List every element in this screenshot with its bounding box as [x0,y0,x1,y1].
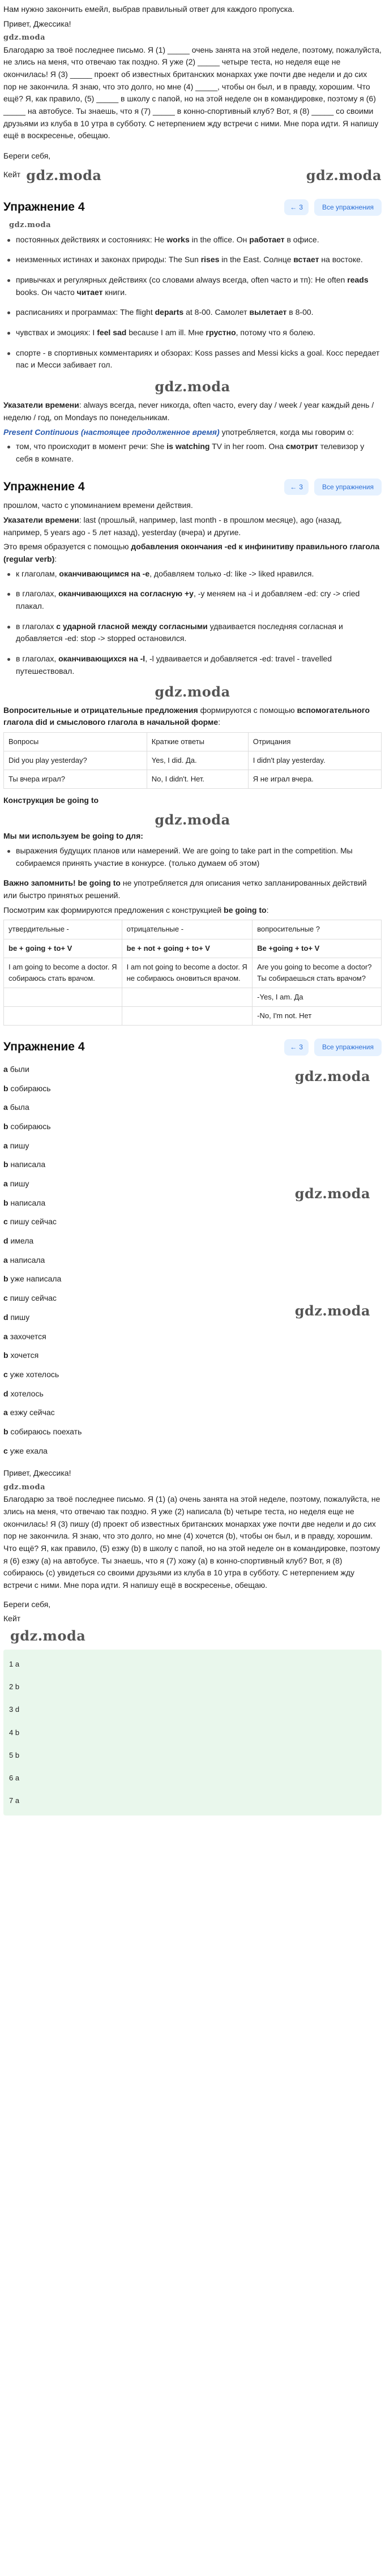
table-cell [122,988,253,1007]
prev-exercise-button[interactable] [284,199,309,216]
option-item: с уже ехала [3,1446,48,1455]
table-row [4,939,382,958]
answer-item: 6 a [9,1773,20,1782]
exercise-section-present [3,198,382,465]
arrow-left-icon: ← [290,482,297,491]
option-item: а была [3,1103,29,1112]
option-item: d имела [3,1236,34,1246]
table-cell: I didn't play yesterday. [248,751,381,770]
letter-closing: Береги себя, [3,151,51,161]
watermark: gdz.moda [306,166,382,183]
exercise-title: Упражнение 4 [3,480,85,493]
exercise-nav [284,1039,382,1056]
list-item: спорте - в спортивных комментариях и обзорах: Koss passes and Messi kicks a goal. Косс передает пас и Месси забивает гол. [3,347,382,371]
table-row [4,920,382,939]
options-list [3,1063,82,1464]
answer-item: 7 a [9,1796,20,1805]
watermark-column [295,1060,382,1322]
time-markers: Указатели времени: last (прошлый, например, last month - в прошлом месяце), ago (назад, например, 5 years ago - 5 лет назад), yesterday (вчера) и другие. [3,515,342,537]
table-header: отрицательные - [122,920,253,939]
list-item: к глаголам, оканчивающимся на -е, добавляем только -d: like -> liked нравился. [3,568,382,580]
watermark: gdz.moda [10,1627,86,1644]
option-item: b собираюсь [3,1083,51,1093]
option-item: d пишу [3,1312,30,1322]
table-cell: Ты вчера играл? [4,770,147,789]
option-item: b собираюсь поехать [3,1426,82,1436]
spelling-rules-list [3,568,382,678]
prev-exercise-button[interactable] [284,1039,309,1056]
top-line: прошлом, часто с упоминанием времени действия. [3,501,193,510]
table-cell [122,1007,253,1026]
table-row [4,1007,382,1026]
list-item: в глаголах с ударной гласной между согласными удваивается последняя согласная и добавляется -ed: stop -> stopped остановился. [3,621,382,645]
answers-box [3,1650,382,1815]
watermark: gdz.moda [294,1067,370,1084]
letter-body: Благодарю за твоё последнее письмо. Я (1) _____ очень занята на этой неделе, поэтому, пожалуйста, не злись на меня, что отвечаю так поздно. Я уже (2) _____ четыре теста, но неделя еще не окончилась! Я (3) _____ проект об известных британских монархах уже почти две недели и до сих пор не закончила. Я знаю, что это долго, но мне (4) _____, чтобы он был, и в правду, хорошим. Что ещё? Я, как правило, (5) _____ в школу с папой, но на этой неделе он в командировке, поэтому я (6) _____ на автобусе. Ты знаешь, что я (7) _____ в конно-спортивный клуб? Вот, я (8) _____ со своими друзьями из клуба в 10 утра в субботу. С нетерпением жду встречи с ними. Мне пора идти. Я напишу ещё в воскресенье, обещаю. [3,45,382,140]
list-item: расписаниях и программах: The flight departs at 8-00. Самолет вылетает в 8-00. [3,306,382,319]
option-item: b собираюсь [3,1121,51,1131]
letter-intro: Нам нужно закончить емейл, выбрав правильный ответ для каждого пропуска. [3,5,294,14]
table-row [4,770,382,789]
answer-item: 5 b [9,1750,20,1759]
list-item: в глаголах, оканчивающихся на -l, -l удваивается и добавляется -ed: travel - travelled путешествовал. [3,653,382,677]
table-row [4,988,382,1007]
table-cell: -Yes, I am. Да [253,988,382,1007]
table-cell: Be +going + to+ V [253,939,382,958]
table-cell: Yes, I did. Да. [147,751,248,770]
watermark: gdz.moda [155,683,230,700]
table-cell: -No, I'm not. Нет [253,1007,382,1026]
exercise-section-answers [3,1038,382,1815]
list-item: постоянных действиях и состояниях: He works in the office. Он работает в офисе. [3,234,382,246]
answer-item: 1 a [9,1660,20,1669]
letter-signature: Кейт [3,170,21,180]
answer-item: 3 d [9,1705,20,1714]
table-row [4,958,382,988]
exercise-nav [284,199,382,216]
going-to-table [3,920,382,1026]
table-cell: No, I didn't. Нет. [147,770,248,789]
did-table [3,732,382,789]
table-cell [4,988,122,1007]
letter-signature: Кейт [3,1614,21,1624]
list-item: неизменных истинах и законах природы: The Sun rises in the East. Солнце встает на востоке. [3,254,382,266]
exercise-header [3,478,382,497]
watermark: gdz.moda [3,1483,46,1492]
table-header: вопросительные ? [253,920,382,939]
all-exercises-button[interactable]: Все упражнения [314,199,382,216]
look-note: Посмотрим как формируются предложения с конструкцией be going to: [3,905,269,915]
list-item: в глаголах, оканчивающихся на согласную +у, -у меняем на -i и добавляем -ed: cry -> cried плакал. [3,588,382,612]
exercise-header [3,198,382,217]
option-item: а написала [3,1255,45,1264]
letter-greeting: Привет, Джессика! [3,1468,71,1478]
table-cell: be + not + going + to+ V [122,939,253,958]
going-list [3,845,382,869]
table-cell [4,1007,122,1026]
table-row [4,751,382,770]
option-item: b хочется [3,1351,39,1360]
option-item: с пишу сейчас [3,1217,57,1227]
formation-rule: Это время образуется с помощью добавления окончания -ed к инфинитиву правильного глагола (regular verb): [3,542,380,563]
watermark: gdz.moda [9,221,52,230]
watermark: gdz.moda [26,166,102,183]
exercise-title: Упражнение 4 [3,1040,85,1054]
letter-body-filled: Благодарю за твоё последнее письмо. Я (1) (а) очень занята на этой неделе, поэтому, пожалуйста, не злись на меня, что отвечаю так поздно. Я уже (2) написала (b) четыре теста, но неделя еще не окончилась! Я (3) пишу (d) проект об известных британских монархах уже почти две недели и до сих пор не закончила. Я знаю, что это долго, но мне (4) хочется (b), чтобы он был, и в правду, хорошим. Что ещё? Я, как правило, (5) езжу (b) в школу с папой, но на этой неделе он в командировке, поэтому я (6) езжу (а) на автобусе. Ты знаешь, что я (7) хожу (а) в конно-спортивный клуб? Вот, я (8) собираюсь (с) увидеться со своими друзьями из клуба в 10 утра в субботу. С нетерпением жду встречи с ними. Мне пора идти. Я напишу ещё в воскресенье, обещаю. [3,1494,380,1590]
option-item: а езжу сейчас [3,1408,55,1417]
table-cell: I am going to become a doctor. Я собираюсь стать врачом. [4,958,122,988]
letter-section [3,3,382,186]
page [0,3,385,1815]
option-item: а пишу [3,1179,29,1188]
watermark: gdz.moda [294,1185,370,1202]
exercise-section-past [3,478,382,1026]
table-cell: Are you going to become a doctor? Ты собираешься стать врачом? [253,958,382,988]
exercise-nav [284,479,382,496]
watermark: gdz.moda [294,1302,370,1319]
table-header: Краткие ответы [147,733,248,751]
list-item: том, что происходит в момент речи: She is watching TV in her room. Она смотрит телевизор у себя в комнате. [3,441,382,465]
signature-row [3,165,382,186]
continuous-list [3,441,382,465]
table-cell: I am not going to become a doctor. Я не собираюсь оновиться врачом. [122,958,253,988]
option-item: с уже хотелось [3,1369,59,1379]
arrow-left-icon: ← [290,1043,297,1052]
watermark: gdz.moda [3,33,46,42]
option-item: а захочется [3,1331,46,1341]
option-item: b написала [3,1198,46,1207]
watermark: gdz.moda [155,378,230,395]
answer-item: 4 b [9,1728,20,1737]
all-exercises-button[interactable]: Все упражнения [314,1039,382,1056]
table-row [4,733,382,751]
letter-closing: Береги себя, [3,1599,51,1609]
list-item: привычках и регулярных действиях (со словами always всегда, often часто и тп): He often reads books. Он часто читает книги. [3,274,382,298]
table-header: Вопросы [4,733,147,751]
list-item: чувствах и эмоциях: I feel sad because I am ill. Мне грустно, потому что я болею. [3,327,382,339]
list-item: выражения будущих планов или намерений. We are going to take part in the competition. Мы собираемся принять участие в конкурсе. (только думаем об этом) [3,845,382,869]
option-item: b уже написала [3,1274,62,1284]
option-item: d хотелось [3,1389,44,1398]
table-cell: be + going + to+ V [4,939,122,958]
exercise-title: Упражнение 4 [3,200,85,213]
table-header: Отрицания [248,733,381,751]
all-exercises-button[interactable]: Все упражнения [314,479,382,496]
present-continuous-intro: Present Continuous (настоящее продолженное время) употребляется, когда мы говорим о: [3,427,354,437]
going-use: Мы ми используем be going to для: [3,831,143,841]
option-item: а были [3,1064,29,1074]
option-item: b написала [3,1160,46,1169]
table-cell: Did you play yesterday? [4,751,147,770]
prev-exercise-label: 3 [299,482,303,491]
going-construct: Конструкция be going to [3,796,99,805]
option-item: с пишу сейчас [3,1293,57,1303]
important-note: Важно запомнить! be going to не употребляется для описания четко запланированных действий или быстро принятых решений. [3,878,367,900]
prev-exercise-label: 3 [299,1043,303,1052]
table-cell: Я не играл вчера. [248,770,381,789]
prev-exercise-button[interactable] [284,479,309,495]
negation-rule: Вопросительные и отрицательные предложения формируются с помощью вспомогательного глагола did и смыслового глагола в начальной форме: [3,705,370,727]
letter-greeting: Привет, Джессика! [3,19,71,28]
usage-list [3,234,382,372]
exercise-header [3,1038,382,1057]
options-wrap [3,1060,382,1467]
prev-exercise-label: 3 [299,203,303,211]
table-header: утвердительные - [4,920,122,939]
option-item: а пишу [3,1140,29,1150]
watermark: gdz.moda [155,811,230,828]
answer-item: 2 b [9,1682,20,1691]
time-markers: Указатели времени: always всегда, never никогда, often часто, every day / week / year каждый день / неделю / год, on Mondays по понедельникам. [3,400,374,422]
arrow-left-icon: ← [290,203,297,211]
